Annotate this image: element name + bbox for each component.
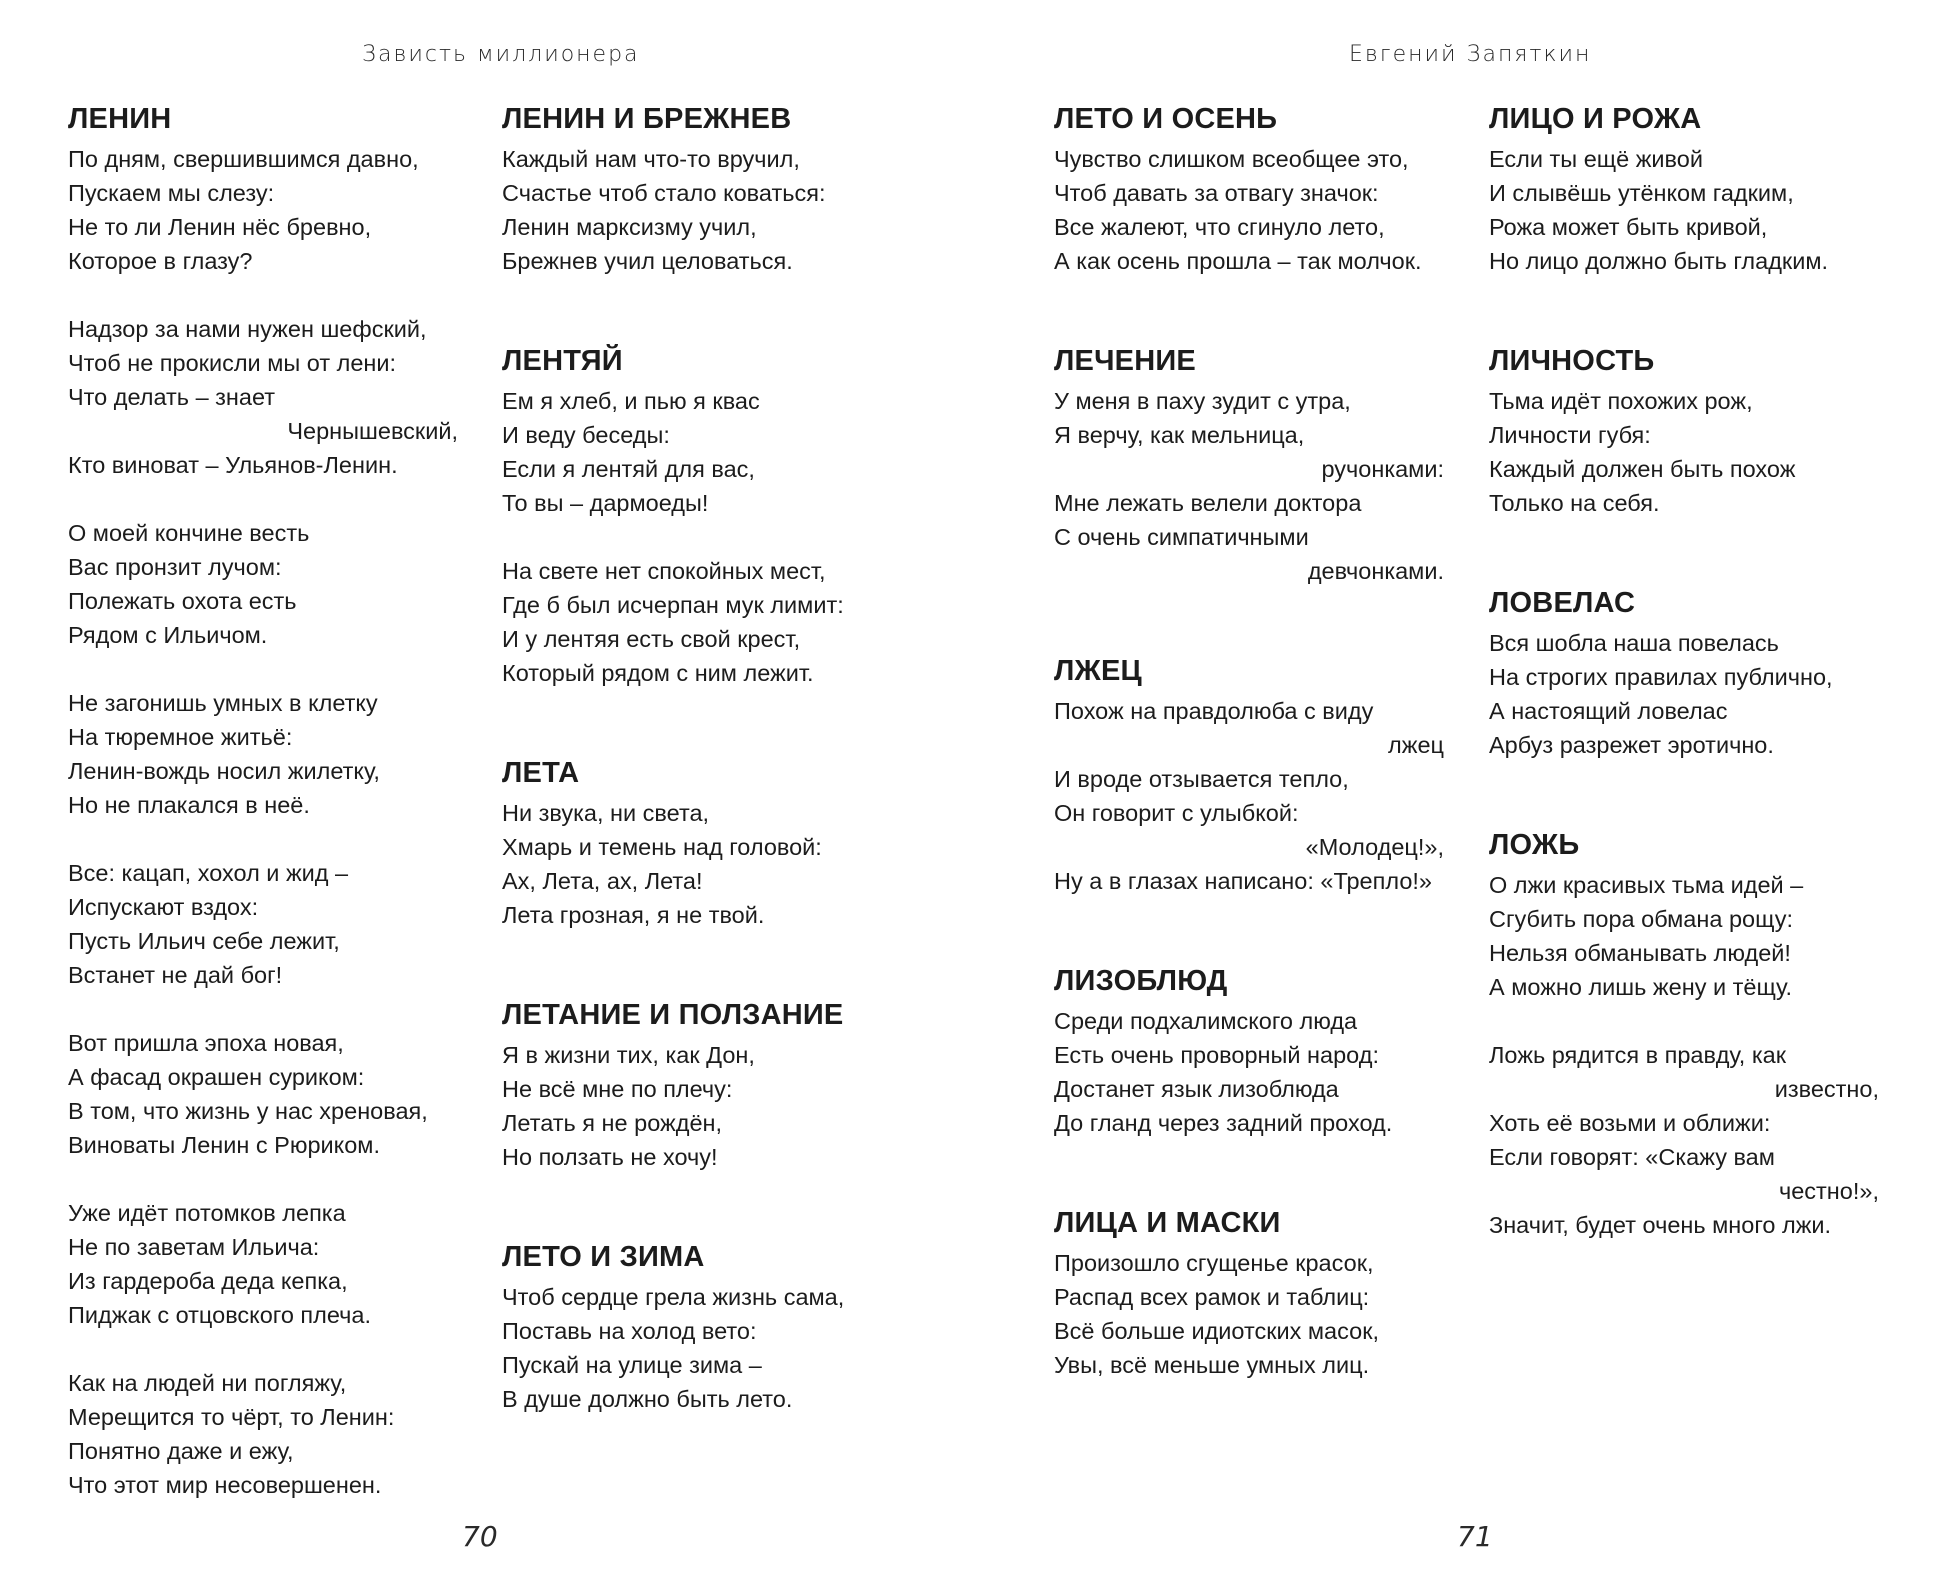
poem bbox=[1489, 344, 1909, 520]
verse-line: Нельзя обманывать людей! bbox=[1489, 940, 1791, 966]
verse-line: И у лентяя есть свой крест, bbox=[502, 626, 801, 652]
poem bbox=[1489, 828, 1909, 1242]
verse-line: Чтоб сердце грела жизнь сама, bbox=[502, 1284, 845, 1310]
verse-line: Хмарь и темень над головой: bbox=[502, 834, 822, 860]
stanza bbox=[502, 554, 902, 690]
verse-line: Если говорят: «Скажу вам bbox=[1489, 1144, 1775, 1170]
verse-line: лжец bbox=[1388, 732, 1444, 758]
verse-line: О моей кончине весть bbox=[68, 520, 310, 546]
verse-line: известно, bbox=[1774, 1076, 1879, 1102]
verse-line: Но лицо должно быть гладким. bbox=[1489, 248, 1829, 274]
stanza bbox=[68, 1026, 468, 1162]
stanza bbox=[1054, 384, 1454, 588]
verse-line: Рожа может быть кривой, bbox=[1489, 214, 1768, 240]
verse-line: Уже идёт потомков лепка bbox=[68, 1200, 346, 1226]
verse-line: Счастье чтоб стало коваться: bbox=[502, 180, 826, 206]
poem-title: ЛЕНИН bbox=[68, 103, 172, 135]
poem-title: ЛИЧНОСТЬ bbox=[1489, 345, 1655, 377]
verse-line: честно!», bbox=[1778, 1178, 1879, 1204]
verse-line: Каждый нам что-то вручил, bbox=[502, 146, 800, 172]
verse-line: Тьма идёт похожих рож, bbox=[1489, 388, 1753, 414]
stanza bbox=[502, 384, 902, 520]
verse-line: Все: кацап, хохол и жид – bbox=[68, 860, 349, 886]
verse-line: На свете нет спокойных мест, bbox=[502, 558, 826, 584]
poem-title: ЛЕТО И ОСЕНЬ bbox=[1054, 103, 1278, 135]
verse-line: Я в жизни тих, как Дон, bbox=[502, 1042, 755, 1068]
verse-line: Что делать – знает bbox=[68, 384, 276, 410]
verse-line: А как осень прошла – так молчок. bbox=[1054, 248, 1422, 274]
stanza bbox=[1489, 868, 1909, 1004]
verse-line: Не то ли Ленин нёс бревно, bbox=[68, 214, 372, 240]
verse-line: Пиджак с отцовского плеча. bbox=[68, 1302, 371, 1328]
verse-line: Не загонишь умных в клетку bbox=[68, 690, 378, 716]
verse-line: Вас пронзит лучом: bbox=[68, 554, 282, 580]
running-head: Зависть миллионера bbox=[362, 42, 640, 67]
verse-line: Испускают вздох: bbox=[68, 894, 259, 920]
left-page bbox=[0, 0, 967, 1569]
verse-line: Понятно даже и ежу, bbox=[68, 1438, 294, 1464]
verse-line: Рядом с Ильичом. bbox=[68, 622, 268, 648]
verse-line: До гланд через задний проход. bbox=[1054, 1110, 1393, 1136]
verse-line: Распад всех рамок и таблиц: bbox=[1054, 1284, 1370, 1310]
poem bbox=[502, 344, 902, 690]
verse-line: Но ползать не хочу! bbox=[502, 1144, 718, 1170]
verse-line: Если ты ещё живой bbox=[1489, 146, 1703, 172]
verse-line: Ленин марксизму учил, bbox=[502, 214, 757, 240]
verse-line: Как на людей ни погляжу, bbox=[68, 1370, 347, 1396]
verse-line: Встанет не дай бог! bbox=[68, 962, 283, 988]
verse-line: Пускай на улице зима – bbox=[502, 1352, 762, 1378]
verse-line: Ни звука, ни света, bbox=[502, 800, 710, 826]
stanza bbox=[1489, 1038, 1909, 1242]
column bbox=[502, 102, 902, 1482]
verse-line: А можно лишь жену и тёщу. bbox=[1489, 974, 1792, 1000]
verse-line: Всё больше идиотских масок, bbox=[1054, 1318, 1380, 1344]
running-head: Евгений Запяткин bbox=[1349, 42, 1592, 67]
stanza bbox=[502, 1038, 902, 1174]
verse-line: Не по заветам Ильича: bbox=[68, 1234, 320, 1260]
verse-line: А фасад окрашен суриком: bbox=[68, 1064, 365, 1090]
verse-line: Если я лентяй для вас, bbox=[502, 456, 755, 482]
verse-line: В том, что жизнь у нас хреновая, bbox=[68, 1098, 428, 1124]
page-number: 70 bbox=[462, 1520, 498, 1553]
stanza bbox=[68, 686, 468, 822]
verse-line: А настоящий ловелас bbox=[1489, 698, 1728, 724]
stanza bbox=[502, 796, 902, 932]
verse-line: О лжи красивых тьма идей – bbox=[1489, 872, 1804, 898]
verse-line: Есть очень проворный народ: bbox=[1054, 1042, 1379, 1068]
verse-line: Но не плакался в неё. bbox=[68, 792, 310, 818]
page-number: 71 bbox=[1457, 1520, 1493, 1553]
verse-line: Каждый должен быть похож bbox=[1489, 456, 1796, 482]
verse-line: «Молодец!», bbox=[1305, 834, 1444, 860]
poem bbox=[1489, 586, 1909, 762]
verse-line: Личности губя: bbox=[1489, 422, 1651, 448]
verse-line: Летать я не рождён, bbox=[502, 1110, 723, 1136]
verse-line: Пускаем мы слезу: bbox=[68, 180, 275, 206]
verse-line: Чтоб давать за отвагу значок: bbox=[1054, 180, 1379, 206]
poem bbox=[1054, 102, 1454, 278]
verse-line: Кто виноват – Ульянов-Ленин. bbox=[68, 452, 398, 478]
verse-line: Не всё мне по плечу: bbox=[502, 1076, 733, 1102]
verse-line: Ем я хлеб, и пью я квас bbox=[502, 388, 760, 414]
verse-line: Надзор за нами нужен шефский, bbox=[68, 316, 427, 342]
verse-line: Чернышевский, bbox=[287, 418, 458, 444]
poem-title: ЛЖЕЦ bbox=[1054, 655, 1142, 687]
verse-line: На строгих правилах публично, bbox=[1489, 664, 1833, 690]
verse-line: По дням, свершившимся давно, bbox=[68, 146, 419, 172]
poem bbox=[502, 756, 902, 932]
verse-line: Хоть её возьми и оближи: bbox=[1489, 1110, 1771, 1136]
stanza bbox=[1054, 1004, 1454, 1140]
poem bbox=[1054, 964, 1454, 1140]
poem bbox=[502, 1240, 902, 1416]
poem-title: ЛЕНТЯЙ bbox=[502, 345, 623, 377]
verse-line: На тюремное житьё: bbox=[68, 724, 293, 750]
verse-line: Достанет язык лизоблюда bbox=[1054, 1076, 1339, 1102]
verse-line: Лета грозная, я не твой. bbox=[502, 902, 765, 928]
poem bbox=[502, 102, 902, 278]
stanza bbox=[68, 312, 468, 482]
verse-line: Пусть Ильич себе лежит, bbox=[68, 928, 340, 954]
verse-line: Я верчу, как мельница, bbox=[1054, 422, 1305, 448]
verse-line: То вы – дармоеды! bbox=[502, 490, 709, 516]
poem-title: ЛЕЧЕНИЕ bbox=[1054, 345, 1196, 377]
verse-line: С очень симпатичными bbox=[1054, 524, 1309, 550]
poem bbox=[1054, 344, 1454, 588]
poem-title: ЛЕТАНИЕ И ПОЛЗАНИЕ bbox=[502, 999, 844, 1031]
column bbox=[68, 102, 468, 1568]
verse-line: Брежнев учил целоваться. bbox=[502, 248, 793, 274]
verse-line: Которое в глазу? bbox=[68, 248, 253, 274]
verse-line: У меня в паху зудит с утра, bbox=[1054, 388, 1351, 414]
verse-line: Ложь рядится в правду, как bbox=[1489, 1042, 1787, 1068]
poem-title: ЛИЗОБЛЮД bbox=[1054, 965, 1228, 997]
verse-line: Только на себя. bbox=[1489, 490, 1660, 516]
poem-title: ЛЕТА bbox=[502, 757, 580, 789]
verse-line: Увы, всё меньше умных лиц. bbox=[1054, 1352, 1370, 1378]
stanza bbox=[1054, 694, 1454, 898]
verse-line: Чувство слишком всеобщее это, bbox=[1054, 146, 1409, 172]
verse-line: И слывёшь утёнком гадким, bbox=[1489, 180, 1794, 206]
verse-line: Сгубить пора обмана рощу: bbox=[1489, 906, 1793, 932]
stanza bbox=[68, 1366, 468, 1502]
stanza bbox=[502, 1280, 902, 1416]
column bbox=[1054, 102, 1454, 1448]
stanza bbox=[68, 516, 468, 652]
verse-line: Мне лежать велели доктора bbox=[1054, 490, 1362, 516]
verse-line: Похож на правдолюба с виду bbox=[1054, 698, 1374, 724]
verse-line: Все жалеют, что сгинуло лето, bbox=[1054, 214, 1385, 240]
poem-title: ЛОВЕЛАС bbox=[1489, 587, 1636, 619]
poem-title: ЛИЦА И МАСКИ bbox=[1054, 1207, 1281, 1239]
stanza bbox=[1054, 1246, 1454, 1382]
stanza bbox=[502, 142, 902, 278]
verse-line: Мерещится то чёрт, то Ленин: bbox=[68, 1404, 395, 1430]
poem bbox=[68, 102, 468, 1502]
verse-line: Ах, Лета, ах, Лета! bbox=[502, 868, 703, 894]
verse-line: Поставь на холод вето: bbox=[502, 1318, 757, 1344]
poem-title: ЛОЖЬ bbox=[1489, 829, 1580, 861]
verse-line: Вот пришла эпоха новая, bbox=[68, 1030, 344, 1056]
verse-line: Произошло сгущенье красок, bbox=[1054, 1250, 1374, 1276]
verse-line: В душе должно быть лето. bbox=[502, 1386, 793, 1412]
verse-line: Из гардероба деда кепка, bbox=[68, 1268, 348, 1294]
column bbox=[1489, 102, 1909, 1308]
stanza bbox=[1489, 142, 1909, 278]
poem bbox=[1489, 102, 1909, 278]
poem bbox=[502, 998, 902, 1174]
poem-title: ЛИЦО И РОЖА bbox=[1489, 103, 1702, 135]
poem-title: ЛЕНИН И БРЕЖНЕВ bbox=[502, 103, 792, 135]
stanza bbox=[1054, 142, 1454, 278]
stanza bbox=[1489, 384, 1909, 520]
stanza bbox=[68, 142, 468, 278]
poem-title: ЛЕТО И ЗИМА bbox=[502, 1241, 705, 1273]
verse-line: Который рядом с ним лежит. bbox=[502, 660, 814, 686]
verse-line: ручонками: bbox=[1321, 456, 1444, 482]
verse-line: Арбуз разрежет эротично. bbox=[1489, 732, 1774, 758]
stanza bbox=[1489, 626, 1909, 762]
poem bbox=[1054, 1206, 1454, 1382]
verse-line: Полежать охота есть bbox=[68, 588, 297, 614]
poem bbox=[1054, 654, 1454, 898]
verse-line: Среди подхалимского люда bbox=[1054, 1008, 1358, 1034]
verse-line: Ну а в глазах написано: «Трепло!» bbox=[1054, 868, 1432, 894]
verse-line: девчонками. bbox=[1307, 558, 1444, 584]
stanza bbox=[68, 1196, 468, 1332]
verse-line: Виноваты Ленин с Рюриком. bbox=[68, 1132, 380, 1158]
verse-line: Что этот мир несовершенен. bbox=[68, 1472, 382, 1498]
verse-line: Где б был исчерпан мук лимит: bbox=[502, 592, 844, 618]
verse-line: Вся шобла наша повелась bbox=[1489, 630, 1779, 656]
verse-line: Чтоб не прокисли мы от лени: bbox=[68, 350, 397, 376]
verse-line: И вроде отзывается тепло, bbox=[1054, 766, 1349, 792]
verse-line: Он говорит с улыбкой: bbox=[1054, 800, 1299, 826]
right-page bbox=[967, 0, 1935, 1569]
stanza bbox=[68, 856, 468, 992]
verse-line: И веду беседы: bbox=[502, 422, 670, 448]
verse-line: Ленин-вождь носил жилетку, bbox=[68, 758, 380, 784]
verse-line: Значит, будет очень много лжи. bbox=[1489, 1212, 1832, 1238]
